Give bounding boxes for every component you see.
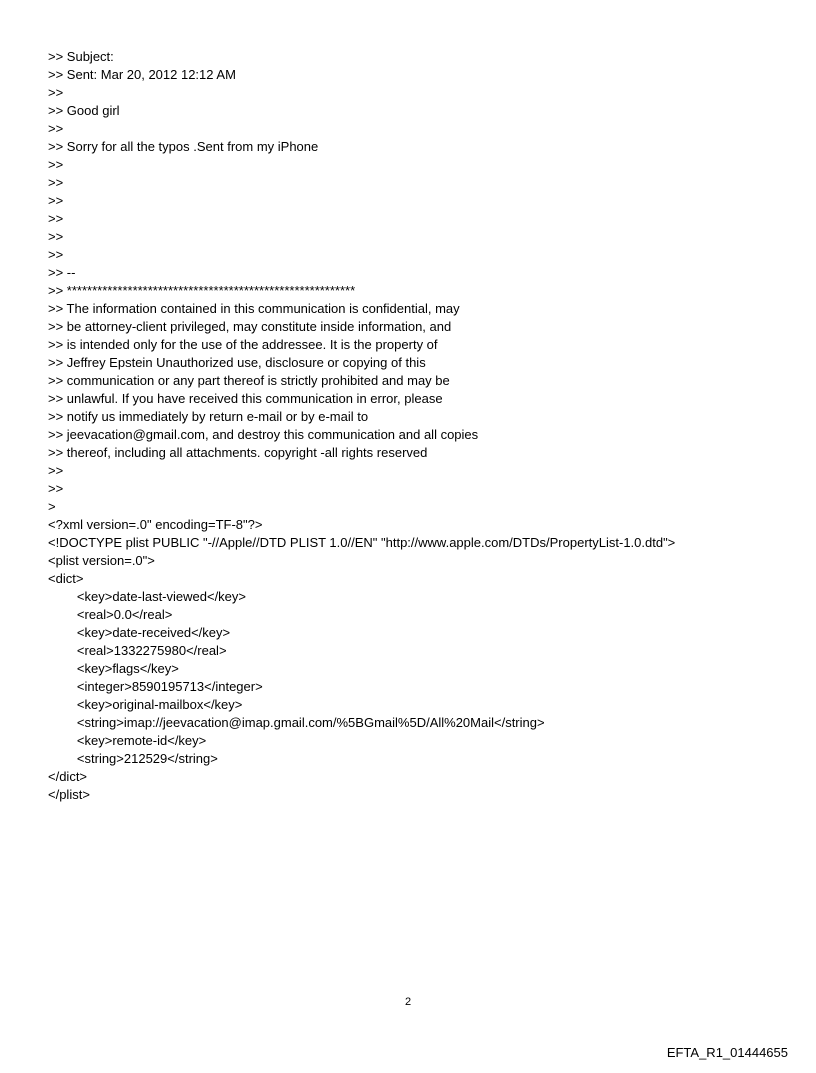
line-disclaimer: >> unlawful. If you have received this communication in error, please bbox=[48, 391, 443, 406]
page-number: 2 bbox=[404, 996, 412, 1008]
line-plist-entry: <key>date-last-viewed</key> bbox=[48, 589, 247, 604]
line-plist-entry: <real>0.0</real> bbox=[48, 607, 173, 622]
line-quote-marker: >> bbox=[48, 481, 64, 496]
line-disclaimer: >> notify us immediately by return e-mail or by e-mail to bbox=[48, 409, 369, 424]
line-disclaimer: >> jeevacation@gmail.com, and destroy this communication and all copies bbox=[48, 427, 479, 442]
line-quote-marker: >> bbox=[48, 193, 64, 208]
line-quote-marker: >> bbox=[48, 229, 64, 244]
document-body bbox=[48, 48, 788, 804]
line-disclaimer: >> The information contained in this communication is confidential, may bbox=[48, 301, 460, 316]
line-quote-marker: >> bbox=[48, 247, 64, 262]
bates-number: EFTA_R1_01444655 bbox=[666, 1045, 788, 1060]
line-quote-marker: > bbox=[48, 499, 56, 514]
line-dict-close: </dict> bbox=[48, 769, 88, 784]
line-plist-entry: <string>imap://jeevacation@imap.gmail.com/%5BGmail%5D/All%20Mail</string> bbox=[48, 715, 545, 730]
line-plist-entry: <key>remote-id</key> bbox=[48, 733, 207, 748]
line-dict-open: <dict> bbox=[48, 571, 84, 586]
line-quote-marker: >> bbox=[48, 85, 64, 100]
line-disclaimer: >> communication or any part thereof is strictly prohibited and may be bbox=[48, 373, 450, 388]
line-quote-marker: >> bbox=[48, 175, 64, 190]
line-quote-marker: >> bbox=[48, 121, 64, 136]
line-disclaimer: >> be attorney-client privileged, may constitute inside information, and bbox=[48, 319, 452, 334]
line-signature: >> Sorry for all the typos .Sent from my iPhone bbox=[48, 139, 319, 154]
line-plist-close: </plist> bbox=[48, 787, 90, 802]
line-plist-entry: <string>212529</string> bbox=[48, 751, 218, 766]
line-asterisk-divider: >> ********************************************************* bbox=[48, 283, 356, 298]
line-disclaimer: >> Jeffrey Epstein Unauthorized use, disclosure or copying of this bbox=[48, 355, 426, 370]
line-disclaimer: >> is intended only for the use of the addressee. It is the property of bbox=[48, 337, 438, 352]
line-message-body: >> Good girl bbox=[48, 103, 120, 118]
line-xml-declaration: <?xml version=.0" encoding=TF-8"?> bbox=[48, 517, 263, 532]
line-plist-entry: <key>flags</key> bbox=[48, 661, 179, 676]
line-quote-marker: >> bbox=[48, 463, 64, 478]
line-quote-marker: >> bbox=[48, 157, 64, 172]
line-plist-entry: <integer>8590195713</integer> bbox=[48, 679, 263, 694]
line-doctype: <!DOCTYPE plist PUBLIC "-//Apple//DTD PLIST 1.0//EN" "http://www.apple.com/DTDs/PropertyList-1.0.dtd"> bbox=[48, 535, 676, 550]
line-disclaimer: >> thereof, including all attachments. copyright -all rights reserved bbox=[48, 445, 428, 460]
line-sent: >> Sent: Mar 20, 2012 12:12 AM bbox=[48, 67, 236, 82]
line-quote-marker: >> bbox=[48, 211, 64, 226]
line-subject: >> Subject: bbox=[48, 49, 114, 64]
line-plist-open: <plist version=.0"> bbox=[48, 553, 155, 568]
line-signature-separator: >> -- bbox=[48, 265, 76, 280]
line-plist-entry: <key>original-mailbox</key> bbox=[48, 697, 243, 712]
line-plist-entry: <real>1332275980</real> bbox=[48, 643, 227, 658]
line-plist-entry: <key>date-received</key> bbox=[48, 625, 231, 640]
